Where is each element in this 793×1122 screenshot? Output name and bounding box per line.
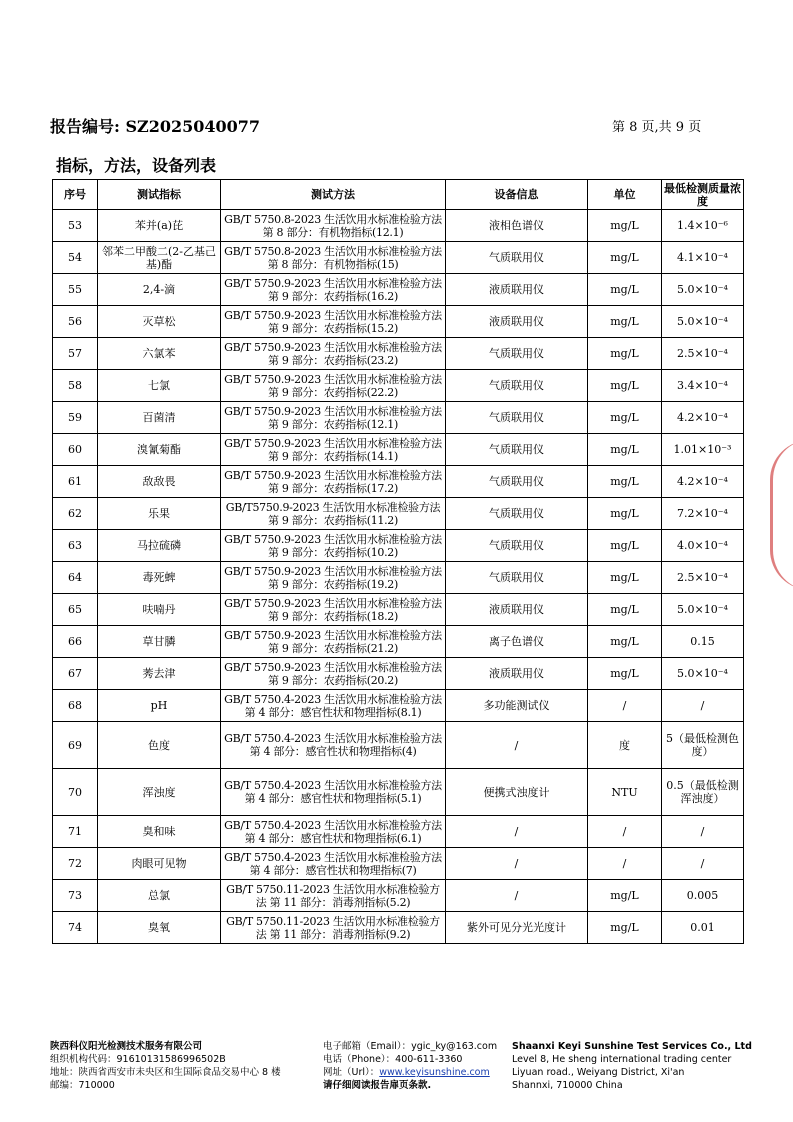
cell-no: 56 — [53, 306, 98, 338]
cell-device: 液质联用仪 — [446, 306, 588, 338]
cell-item: 浑浊度 — [98, 769, 221, 816]
cell-limit: 7.2×10⁻⁴ — [662, 498, 744, 530]
table-row — [53, 769, 744, 816]
footer-email[interactable]: ygic_ky@163.com — [411, 1041, 498, 1052]
cell-limit: 1.4×10⁻⁶ — [662, 210, 744, 242]
col-header-device: 设备信息 — [446, 180, 588, 210]
cell-device: / — [446, 722, 588, 769]
cell-device: 气质联用仪 — [446, 530, 588, 562]
cell-item: 苯并(a)芘 — [98, 210, 221, 242]
cell-method — [221, 626, 446, 658]
cell-method — [221, 912, 446, 944]
cell-item: 臭氧 — [98, 912, 221, 944]
cell-method-line1: GB/T 5750.9-2023 生活饮用水标准检验方法 — [224, 532, 442, 546]
cell-unit: mg/L — [588, 210, 662, 242]
cell-item: 七氯 — [98, 370, 221, 402]
cell-method-line2: 第 9 部分：农药指标(18.2) — [268, 609, 398, 623]
cell-device: 气质联用仪 — [446, 370, 588, 402]
cell-method-line1: GB/T 5750.4-2023 生活饮用水标准检验方法 — [224, 850, 442, 864]
cell-method-line1: GB/T 5750.9-2023 生活饮用水标准检验方法 — [224, 404, 442, 418]
cell-unit: mg/L — [588, 434, 662, 466]
table-row — [53, 370, 744, 402]
cell-item: 敌敌畏 — [98, 466, 221, 498]
cell-device: 便携式浊度计 — [446, 769, 588, 816]
cell-method — [221, 562, 446, 594]
cell-method-line2: 法 第 11 部分：消毒剂指标(5.2) — [255, 895, 411, 909]
cell-method — [221, 594, 446, 626]
cell-method-line1: GB/T 5750.9-2023 生活饮用水标准检验方法 — [224, 372, 442, 386]
cell-method-line2: 第 9 部分：农药指标(21.2) — [268, 641, 398, 655]
cell-method — [221, 880, 446, 912]
cell-method-line1: GB/T 5750.9-2023 生活饮用水标准检验方法 — [224, 628, 442, 642]
cell-unit: / — [588, 816, 662, 848]
table-row — [53, 722, 744, 769]
cell-method — [221, 848, 446, 880]
cell-limit: 3.4×10⁻⁴ — [662, 370, 744, 402]
table-row — [53, 816, 744, 848]
cell-device: / — [446, 848, 588, 880]
cell-method — [221, 466, 446, 498]
cell-method — [221, 370, 446, 402]
footer-address-en-1: Level 8, He sheng international trading center — [512, 1054, 732, 1065]
footer-url-label: 网址（Url）： — [323, 1067, 380, 1078]
cell-no: 70 — [53, 769, 98, 816]
section-title: 指标，方法，设备列表 — [56, 156, 217, 175]
cell-device: 离子色谱仪 — [446, 626, 588, 658]
cell-unit: mg/L — [588, 594, 662, 626]
cell-device: 气质联用仪 — [446, 338, 588, 370]
cell-item: 邻苯二甲酸二(2-乙基己基)酯 — [98, 242, 221, 274]
cell-limit: 4.1×10⁻⁴ — [662, 242, 744, 274]
cell-method-line1: GB/T 5750.9-2023 生活饮用水标准检验方法 — [224, 340, 442, 354]
cell-method — [221, 242, 446, 274]
cell-device: 多功能测试仪 — [446, 690, 588, 722]
footer-company-name-en: Shaanxi Keyi Sunshine Test Services Co., Ltd — [512, 1041, 752, 1052]
cell-no: 57 — [53, 338, 98, 370]
cell-device: 液相色谱仪 — [446, 210, 588, 242]
col-header-item: 测试指标 — [98, 180, 221, 210]
cell-no: 54 — [53, 242, 98, 274]
cell-no: 71 — [53, 816, 98, 848]
cell-no: 63 — [53, 530, 98, 562]
cell-method-line1: GB/T 5750.9-2023 生活饮用水标准检验方法 — [224, 308, 442, 322]
cell-no: 66 — [53, 626, 98, 658]
cell-item: 毒死蜱 — [98, 562, 221, 594]
cell-item: 总氯 — [98, 880, 221, 912]
cell-limit: 5（最低检测色度） — [662, 722, 744, 769]
cell-unit: / — [588, 848, 662, 880]
cell-method-line2: 第 9 部分：农药指标(14.1) — [268, 449, 398, 463]
table-row — [53, 210, 744, 242]
col-header-limit: 最低检测质量浓度 — [662, 180, 744, 210]
cell-method — [221, 530, 446, 562]
cell-method-line1: GB/T 5750.9-2023 生活饮用水标准检验方法 — [224, 468, 442, 482]
cell-method-line1: GB/T 5750.11-2023 生活饮用水标准检验方 — [226, 914, 440, 928]
table-row — [53, 626, 744, 658]
cell-method-line1: GB/T 5750.8-2023 生活饮用水标准检验方法 — [224, 212, 442, 226]
cell-method-line2: 第 9 部分：农药指标(16.2) — [268, 289, 398, 303]
table-row — [53, 658, 744, 690]
cell-method-line1: GB/T 5750.4-2023 生活饮用水标准检验方法 — [224, 732, 442, 745]
cell-limit: 5.0×10⁻⁴ — [662, 274, 744, 306]
cell-unit: mg/L — [588, 562, 662, 594]
cell-item: 2,4-滴 — [98, 274, 221, 306]
table-row — [53, 594, 744, 626]
cell-device: 气质联用仪 — [446, 498, 588, 530]
cell-method-line1: GB/T 5750.9-2023 生活饮用水标准检验方法 — [224, 564, 442, 578]
cell-method-line2: 第 4 部分：感官性状和物理指标(8.1) — [244, 705, 422, 719]
cell-method — [221, 338, 446, 370]
footer-address-en-2: Liyuan road., Weiyang District, Xi'an — [512, 1067, 685, 1078]
cell-unit: mg/L — [588, 466, 662, 498]
table-row — [53, 848, 744, 880]
footer-notice: 请仔细阅读报告扉页条款. — [323, 1080, 432, 1091]
cell-device: 液质联用仪 — [446, 274, 588, 306]
table-header-row — [53, 180, 744, 210]
cell-device: 液质联用仪 — [446, 594, 588, 626]
cell-unit: mg/L — [588, 402, 662, 434]
cell-method-line1: GB/T 5750.4-2023 生活饮用水标准检验方法 — [224, 818, 442, 832]
cell-unit: NTU — [588, 769, 662, 816]
report-number-value: SZ2025040077 — [125, 117, 261, 136]
table-row — [53, 530, 744, 562]
table-row — [53, 912, 744, 944]
cell-item: 草甘膦 — [98, 626, 221, 658]
col-header-unit: 单位 — [588, 180, 662, 210]
cell-unit: mg/L — [588, 370, 662, 402]
cell-method-line2: 第 9 部分：农药指标(11.2) — [268, 513, 398, 527]
table-row — [53, 466, 744, 498]
cell-method-line2: 第 4 部分：感官性状和物理指标(7) — [249, 863, 417, 877]
cell-no: 62 — [53, 498, 98, 530]
cell-limit: 5.0×10⁻⁴ — [662, 658, 744, 690]
cell-item: 马拉硫磷 — [98, 530, 221, 562]
cell-unit: mg/L — [588, 626, 662, 658]
report-number-label: 报告编号: — [50, 117, 120, 136]
cell-device: 气质联用仪 — [446, 434, 588, 466]
cell-unit: mg/L — [588, 274, 662, 306]
cell-method-line1: GB/T5750.9-2023 生活饮用水标准检验方法 — [225, 500, 441, 514]
cell-device: 气质联用仪 — [446, 562, 588, 594]
cell-method-line2: 第 9 部分：农药指标(20.2) — [268, 673, 398, 687]
cell-limit: 0.01 — [662, 912, 744, 944]
cell-item: 灭草松 — [98, 306, 221, 338]
cell-method-line2: 第 8 部分：有机物指标(12.1) — [262, 225, 404, 239]
table-row — [53, 402, 744, 434]
cell-method-line1: GB/T 5750.4-2023 生活饮用水标准检验方法 — [224, 692, 442, 706]
cell-method-line2: 第 8 部分：有机物指标(15) — [267, 257, 399, 271]
cell-item: 肉眼可见物 — [98, 848, 221, 880]
cell-device: 气质联用仪 — [446, 466, 588, 498]
cell-item: pH — [98, 690, 221, 722]
cell-limit: 4.2×10⁻⁴ — [662, 402, 744, 434]
cell-no: 67 — [53, 658, 98, 690]
cell-limit: 2.5×10⁻⁴ — [662, 562, 744, 594]
cell-no: 53 — [53, 210, 98, 242]
cell-limit: 1.01×10⁻³ — [662, 434, 744, 466]
cell-method-line1: GB/T 5750.8-2023 生活饮用水标准检验方法 — [224, 244, 442, 258]
cell-method-line1: GB/T 5750.11-2023 生活饮用水标准检验方 — [226, 882, 440, 896]
cell-method — [221, 658, 446, 690]
cell-method-line1: GB/T 5750.4-2023 生活饮用水标准检验方法 — [224, 779, 442, 792]
cell-method-line1: GB/T 5750.9-2023 生活饮用水标准检验方法 — [224, 596, 442, 610]
cell-unit: / — [588, 690, 662, 722]
cell-method — [221, 274, 446, 306]
cell-limit: 0.15 — [662, 626, 744, 658]
cell-limit: 4.2×10⁻⁴ — [662, 466, 744, 498]
table-row — [53, 434, 744, 466]
cell-method-line2: 第 9 部分：农药指标(12.1) — [268, 417, 398, 431]
cell-no: 74 — [53, 912, 98, 944]
cell-method — [221, 210, 446, 242]
cell-item: 呋喃丹 — [98, 594, 221, 626]
table-row — [53, 690, 744, 722]
cell-method-line2: 第 9 部分：农药指标(10.2) — [268, 545, 398, 559]
cell-method — [221, 816, 446, 848]
cell-method — [221, 769, 446, 816]
cell-method-line2: 第 9 部分：农药指标(15.2) — [268, 321, 398, 335]
cell-item: 溴氰菊酯 — [98, 434, 221, 466]
cell-limit: 4.0×10⁻⁴ — [662, 530, 744, 562]
footer-company-cn — [50, 1040, 281, 1092]
cell-item: 六氯苯 — [98, 338, 221, 370]
report-number — [50, 114, 260, 137]
cell-item: 莠去津 — [98, 658, 221, 690]
cell-no: 58 — [53, 370, 98, 402]
cell-unit: mg/L — [588, 242, 662, 274]
cell-method-line2: 法 第 11 部分：消毒剂指标(9.2) — [255, 927, 411, 941]
cell-unit: mg/L — [588, 306, 662, 338]
indicator-method-table — [52, 179, 744, 944]
footer-address-en-3: Shannxi, 710000 China — [512, 1080, 623, 1091]
table-row — [53, 498, 744, 530]
cell-method — [221, 306, 446, 338]
cell-method-line1: GB/T 5750.9-2023 生活饮用水标准检验方法 — [224, 660, 442, 674]
cell-limit: 5.0×10⁻⁴ — [662, 306, 744, 338]
cell-method-line2: 第 9 部分：农药指标(17.2) — [268, 481, 398, 495]
cell-method-line2: 第 9 部分：农药指标(19.2) — [268, 577, 398, 591]
cell-method-line2: 第 4 部分：感官性状和物理指标(4) — [249, 745, 417, 758]
cell-no: 73 — [53, 880, 98, 912]
table-row — [53, 274, 744, 306]
col-header-method: 测试方法 — [221, 180, 446, 210]
cell-limit: 2.5×10⁻⁴ — [662, 338, 744, 370]
cell-item: 乐果 — [98, 498, 221, 530]
cell-item: 臭和味 — [98, 816, 221, 848]
cell-unit: mg/L — [588, 498, 662, 530]
cell-unit: mg/L — [588, 338, 662, 370]
cell-unit: mg/L — [588, 912, 662, 944]
cell-method-line1: GB/T 5750.9-2023 生活饮用水标准检验方法 — [224, 276, 442, 290]
table-row — [53, 338, 744, 370]
cell-device: 气质联用仪 — [446, 242, 588, 274]
cell-no: 65 — [53, 594, 98, 626]
cell-device: / — [446, 816, 588, 848]
cell-method — [221, 690, 446, 722]
cell-no: 60 — [53, 434, 98, 466]
cell-unit: mg/L — [588, 530, 662, 562]
cell-device: 紫外可见分光光度计 — [446, 912, 588, 944]
cell-no: 64 — [53, 562, 98, 594]
cell-item: 色度 — [98, 722, 221, 769]
cell-no: 68 — [53, 690, 98, 722]
cell-device: 气质联用仪 — [446, 402, 588, 434]
red-seal-stamp — [770, 440, 793, 590]
cell-limit: / — [662, 848, 744, 880]
cell-limit: 0.5（最低检测浑浊度） — [662, 769, 744, 816]
footer-email-label: 电子邮箱（Email）： — [323, 1041, 412, 1052]
cell-method — [221, 722, 446, 769]
cell-no: 69 — [53, 722, 98, 769]
footer-company-en — [512, 1040, 752, 1092]
footer-phone: 电话（Phone）：400-611-3360 — [323, 1054, 463, 1065]
footer-org-code: 组织机构代码：91610131586996502B — [50, 1054, 226, 1065]
cell-method — [221, 402, 446, 434]
footer-url-link[interactable]: www.keyisunshine.com — [379, 1067, 490, 1078]
cell-item: 百菌清 — [98, 402, 221, 434]
cell-no: 61 — [53, 466, 98, 498]
footer-address: 地址：陕西省西安市未央区和生国际食品交易中心 8 楼 — [50, 1067, 281, 1078]
cell-limit: / — [662, 690, 744, 722]
table-row — [53, 306, 744, 338]
cell-unit: mg/L — [588, 880, 662, 912]
cell-method — [221, 434, 446, 466]
table-row — [53, 880, 744, 912]
cell-device: / — [446, 880, 588, 912]
cell-method — [221, 498, 446, 530]
page-info: 第 8 页,共 9 页 — [612, 120, 702, 135]
footer-postcode: 邮编：710000 — [50, 1080, 115, 1091]
footer-contact — [323, 1040, 497, 1092]
col-header-no: 序号 — [53, 180, 98, 210]
cell-limit: 5.0×10⁻⁴ — [662, 594, 744, 626]
cell-method-line2: 第 9 部分：农药指标(23.2) — [268, 353, 398, 367]
cell-unit: mg/L — [588, 658, 662, 690]
cell-method-line2: 第 4 部分：感官性状和物理指标(6.1) — [244, 831, 422, 845]
cell-limit: 0.005 — [662, 880, 744, 912]
cell-method-line2: 第 4 部分：感官性状和物理指标(5.1) — [244, 792, 422, 805]
table-row — [53, 562, 744, 594]
cell-method-line2: 第 9 部分：农药指标(22.2) — [268, 385, 398, 399]
cell-method-line1: GB/T 5750.9-2023 生活饮用水标准检验方法 — [224, 436, 442, 450]
footer-company-name: 陕西科仪阳光检测技术服务有限公司 — [50, 1041, 203, 1052]
cell-no: 55 — [53, 274, 98, 306]
cell-no: 59 — [53, 402, 98, 434]
table-row — [53, 242, 744, 274]
cell-no: 72 — [53, 848, 98, 880]
cell-limit: / — [662, 816, 744, 848]
cell-unit: 度 — [588, 722, 662, 769]
cell-device: 液质联用仪 — [446, 658, 588, 690]
